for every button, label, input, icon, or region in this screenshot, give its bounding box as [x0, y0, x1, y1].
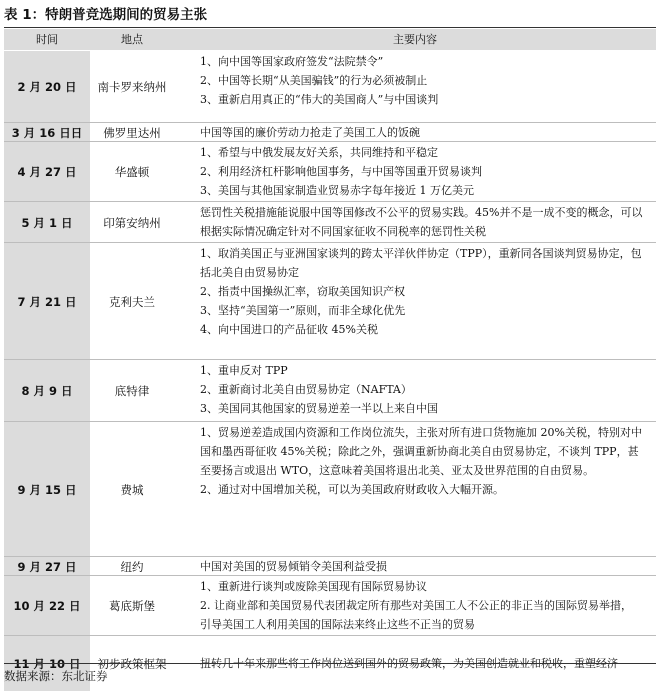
row-place: 葛底斯堡 — [109, 599, 155, 613]
row-place: 印第安纳州 — [103, 215, 161, 230]
content-item: 1、重新进行谈判或废除美国现有国际贸易协议 — [200, 580, 427, 593]
row-content — [200, 422, 644, 557]
content-item: 4、向中国进口的产品征收 45%关税 — [200, 323, 378, 336]
row-date: 11 月 10 日 — [4, 636, 90, 691]
row-place: 费城 — [120, 482, 144, 497]
content-item: 2. 让商业部和美国贸易代表团裁定所有那些对美国工人不公正的非正当的国际贸易举措， 引导美国工人利用美国的国际法来终止这些不正当的贸易 — [200, 599, 632, 631]
content-item: 2、利用经济杠杆影响他国事务，与中国等国重开贸易谈判 — [200, 165, 482, 178]
content-item: 2、重新商讨北美自由贸易协定（NAFTA） — [200, 383, 412, 396]
content-item: 3、坚持“美国第一”原则，而非全球化优先 — [200, 304, 406, 317]
row-place: 底特律 — [114, 384, 150, 398]
row-place: 南卡罗来纳州 — [97, 79, 167, 94]
row-content — [200, 557, 644, 576]
row-content — [200, 142, 644, 202]
content-item: 2、通过对中国增加关税，可以为美国政府财政收入大幅开源。 — [200, 483, 504, 496]
header-place: 地点 — [121, 33, 143, 46]
content-item: 惩罚性关税措施能说服中国等国修改不公平的贸易实践。45%并不是一成不变的概念，可以根据实际情况确定针对不同国家征收不同税率的惩罚性关税 — [200, 206, 643, 238]
content-item: 1、向中国等国家政府签发“法院禁令” — [200, 55, 384, 68]
table-caption: 表 1：特朗普竞选期间的贸易主张 — [4, 7, 208, 23]
table-row — [4, 359, 656, 422]
table-row — [4, 122, 656, 142]
table-header — [4, 29, 656, 50]
content-item: 1、希望与中俄发展友好关系，共同维持和平稳定 — [200, 146, 438, 159]
table-row — [4, 141, 656, 202]
table-row — [4, 421, 656, 557]
content-item: 1、重申反对 TPP — [200, 364, 288, 377]
row-content — [200, 202, 644, 243]
row-date: 4 月 27 日 — [4, 142, 90, 202]
row-date: 10 月 22 日 — [4, 576, 90, 636]
table-top-rule — [4, 27, 656, 28]
row-place: 初步政策框架 — [97, 656, 167, 671]
row-content — [200, 576, 644, 636]
content-item: 3、重新启用真正的“伟大的美国商人”与中国谈判 — [200, 93, 439, 106]
content-item: 中国对美国的贸易倾销令美国利益受损 — [200, 560, 387, 573]
content-item: 中国等国的廉价劳动力抢走了美国工人的饭碗 — [200, 126, 420, 139]
row-place: 纽约 — [120, 559, 144, 574]
header-time: 时间 — [36, 33, 58, 46]
row-date: 2 月 20 日 — [4, 51, 90, 122]
content-item: 2、指责中国操纵汇率，窃取美国知识产权 — [200, 285, 405, 298]
header-content: 主要内容 — [393, 33, 437, 46]
row-content — [200, 123, 644, 142]
row-date: 5 月 1 日 — [4, 202, 90, 243]
table-row — [4, 51, 656, 122]
row-date: 3 月 16 日日 — [4, 123, 90, 142]
data-source-note: 数据来源：东北证券 — [4, 669, 108, 683]
row-place: 华盛顿 — [114, 165, 150, 179]
table-row — [4, 575, 656, 636]
content-item: 2、中国等长期“从美国骗钱”的行为必须被制止 — [200, 74, 428, 87]
table-row — [4, 201, 656, 243]
row-date: 9 月 15 日 — [4, 422, 90, 557]
table-bottom-rule — [4, 663, 656, 664]
row-content — [200, 360, 644, 422]
row-content — [200, 243, 644, 360]
row-date: 9 月 27 日 — [4, 557, 90, 576]
row-place: 克利夫兰 — [109, 294, 155, 309]
content-item: 1、取消美国正与亚洲国家谈判的跨太平洋伙伴协定（TPP），重新同各国谈判贸易协定，包括北美自由贸易协定 — [200, 247, 642, 279]
row-place: 佛罗里达州 — [103, 125, 161, 140]
row-date: 8 月 9 日 — [4, 360, 90, 422]
content-item: 3、美国与其他国家制造业贸易赤字每年接近 1 万亿美元 — [200, 184, 474, 197]
row-date: 7 月 21 日 — [4, 243, 90, 360]
table-row — [4, 556, 656, 576]
table-row — [4, 242, 656, 360]
content-item: 3、美国同其他国家的贸易逆差一半以上来自中国 — [200, 402, 438, 415]
content-item: 扭转几十年来那些将工作岗位送到国外的贸易政策，为美国创造就业和税收，重塑经济 — [200, 657, 618, 670]
row-content — [200, 51, 644, 122]
content-item: 1、贸易逆差造成国内资源和工作岗位流失，主张对所有进口货物施加 20%关税，特别对中国和墨西哥征收 45%关税；除此之外，强调重新协商北美自由贸易协定，不谈判 TPP，甚至要扬言或退出 WTO，这意味着美国将退出北美、亚太及世界范围的自由贸易。 — [200, 426, 642, 477]
